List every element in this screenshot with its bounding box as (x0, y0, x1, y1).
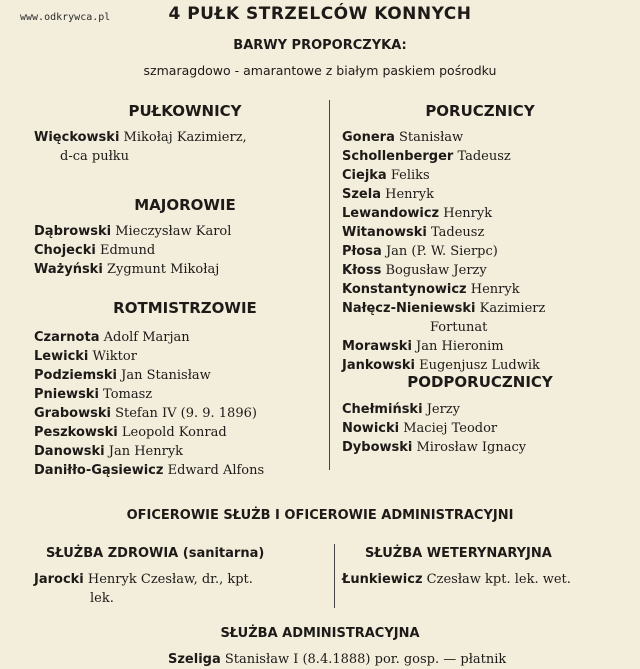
entry: Lewandowicz Henryk (342, 206, 493, 221)
entry: Nowicki Maciej Teodor (342, 421, 498, 436)
entry: Konstantynowicz Henryk (342, 282, 520, 297)
entry: Gonera Stanisław (342, 130, 464, 145)
heading-rotmistrzowie: ROTMISTRZOWIE (113, 299, 257, 317)
entry: Grabowski Stefan IV (9. 9. 1896) (34, 406, 257, 421)
entry: Dybowski Mirosław Ignacy (342, 440, 527, 455)
entry: Szela Henryk (342, 187, 434, 202)
entry: Witanowski Tadeusz (342, 225, 485, 240)
entry: Kłoss Bogusław Jerzy (342, 263, 487, 278)
entry: lek. (90, 591, 114, 606)
column-divider (329, 100, 330, 470)
entry: Ciejka Feliks (342, 168, 430, 183)
heading-podporucznicy: PODPORUCZNICY (407, 373, 553, 391)
services-divider (334, 544, 335, 608)
entry: Fortunat (430, 320, 488, 335)
entry: Chojecki Edmund (34, 243, 156, 258)
entry: d-ca pułku (60, 149, 130, 164)
entry: Morawski Jan Hieronim (342, 339, 504, 354)
entry: Więckowski Mikołaj Kazimierz, (34, 130, 247, 145)
entry: Ważyński Zygmunt Mikołaj (34, 262, 220, 277)
watermark: www.odkrywca.pl (20, 12, 111, 23)
entry: Jankowski Eugenjusz Ludwik (342, 358, 540, 373)
entry: Płosa Jan (P. W. Sierpc) (342, 244, 498, 259)
entry: Pniewski Tomasz (34, 387, 153, 402)
entry: Lewicki Wiktor (34, 349, 137, 364)
heading-pulkownicy: PUŁKOWNICY (128, 102, 242, 120)
entry: Podziemski Jan Stanisław (34, 368, 211, 383)
heading-porucznicy: PORUCZNICY (425, 102, 535, 120)
entry: Jarocki Henryk Czesław, dr., kpt. (34, 572, 253, 587)
heading-vet-service: SŁUŻBA WETERYNARYJNA (365, 546, 552, 561)
entry: Peszkowski Leopold Konrad (34, 425, 227, 440)
entry: Chełmiński Jerzy (342, 402, 460, 417)
colors-heading: BARWY PROPORCZYKA: (233, 38, 407, 53)
entry: Daniłło-Gąsiewicz Edward Alfons (34, 463, 265, 478)
page-title: 4 PUŁK STRZELCÓW KONNYCH (168, 4, 472, 24)
heading-services: OFICEROWIE SŁUŻB I OFICEROWIE ADMINISTRACYJNI (126, 508, 514, 523)
colors-description: szmaragdowo - amarantowe z białym paskiem pośrodku (143, 63, 497, 78)
entry: Czarnota Adolf Marjan (34, 330, 190, 345)
entry: Nałęcz-Nieniewski Kazimierz (342, 301, 546, 316)
heading-health-service: SŁUŻBA ZDROWIA (sanitarna) (46, 546, 265, 561)
entry: Danowski Jan Henryk (34, 444, 184, 459)
entry: Dąbrowski Mieczysław Karol (34, 224, 232, 239)
entry: Schollenberger Tadeusz (342, 149, 511, 164)
heading-majorowie: MAJOROWIE (134, 196, 236, 214)
entry: Łunkiewicz Czesław kpt. lek. wet. (342, 572, 571, 587)
entry: Szeliga Stanisław I (8.4.1888) por. gosp. — płatnik (168, 652, 507, 667)
heading-admin-service: SŁUŻBA ADMINISTRACYJNA (220, 626, 420, 641)
